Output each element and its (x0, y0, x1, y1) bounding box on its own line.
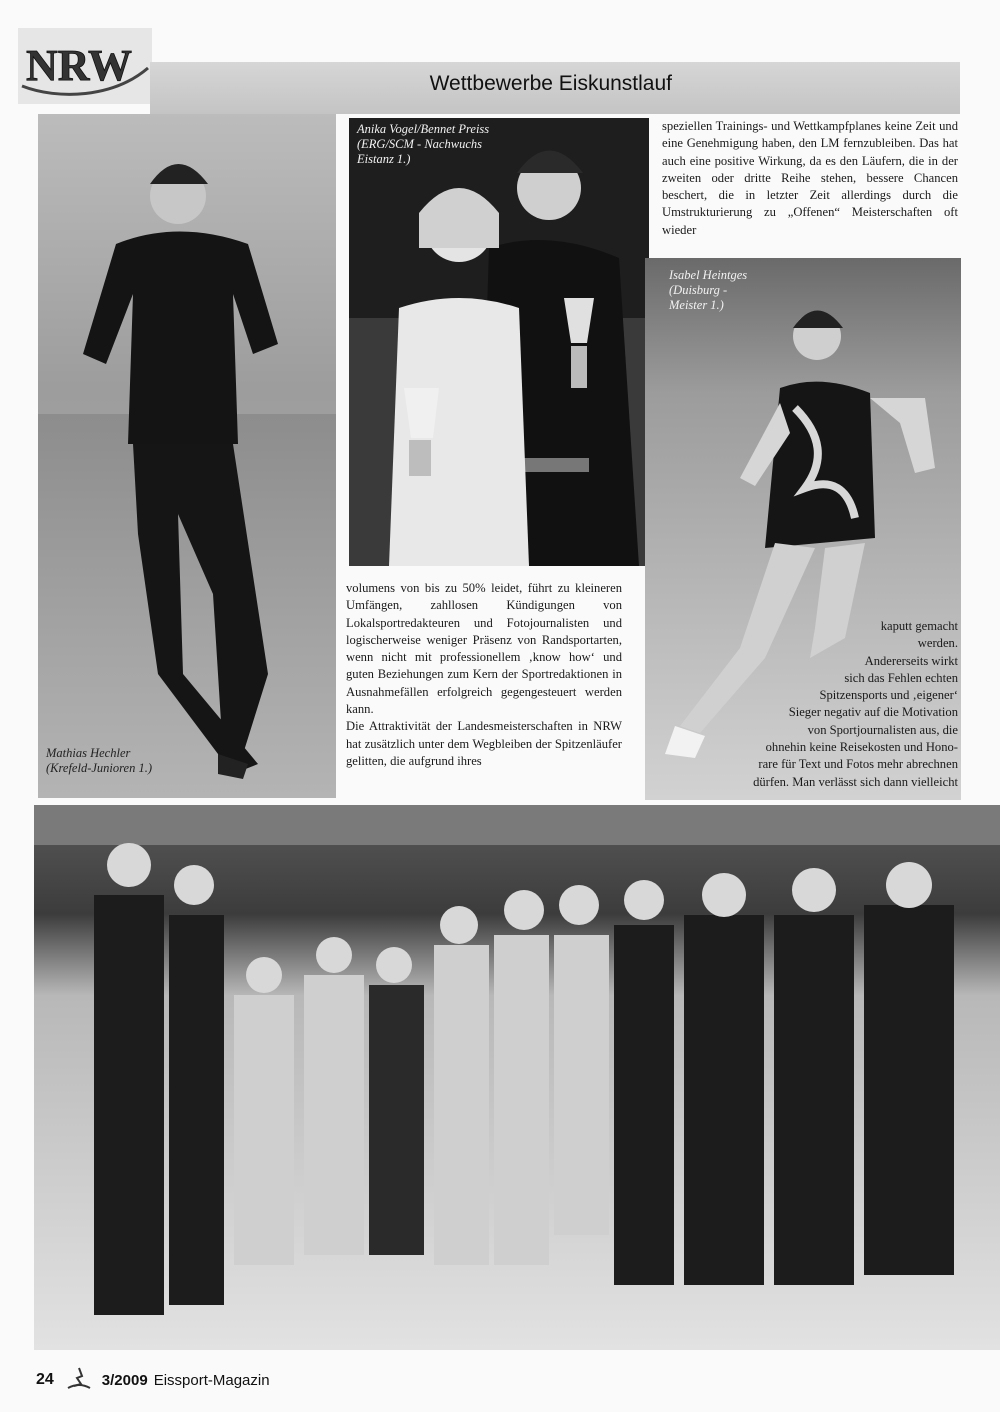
text-line: rare für Text und Fotos mehr abrechnen (758, 757, 958, 772)
skater-logo-icon (66, 1366, 92, 1394)
text-right-top (662, 118, 958, 239)
header-bar (150, 62, 960, 114)
photo-mathias-hechler (38, 114, 336, 798)
text-line: dürfen. Man verlässt sich dann vielleicht (753, 774, 958, 789)
text-right-bottom (700, 618, 958, 791)
page-number: 24 (36, 1371, 54, 1388)
nrw-logo (18, 28, 152, 104)
magazine-name: Eissport-Magazin (153, 1371, 270, 1389)
photo-group-skaters (34, 805, 1000, 1350)
paragraph-middle-1: volumens von bis zu 50% leidet, führt zu kleineren Umfängen, zahllosen Kündigungen von Lokalsportredakteuren und Fotojournalisten und logischerweise weniger Präsenz von Randsportarten, wenn nicht mit professionellem ‚know how‘ und guten Beziehungen zum Kern der Sportredaktionen in Ausnahmefällen erfolgreich gegengesteuert werden kann. (346, 581, 622, 717)
text-line: sich das Fehlen echten (844, 670, 958, 685)
page-title: Wettbewerbe Eiskunstlauf (429, 72, 672, 95)
text-line: von Sportjournalisten aus, die (807, 722, 958, 737)
issue-number: 3/2009 (101, 1371, 148, 1389)
text-line: werden. (917, 636, 958, 651)
text-line: Spitzensports und ‚eigener‘ (819, 688, 958, 703)
paragraph-right-top: speziellen Trainings- und Wettkampfplanes keine Zeit und eine Genehmigung haben, den LM fernzubleiben. Das hat auch eine positive Wirkung, da es den Läufern, die in der zweiten oder dritte Reihe stehen, bessere Chancen beschert, die in letzter Zeit allerdings durch die Umstrukturierung zu „Offenen“ Meisterschaften oft wieder (662, 119, 958, 237)
photo-anika-bennet (349, 118, 649, 566)
caption-isabel: Isabel Heintges (Duisburg - Meister 1.) (669, 268, 748, 312)
caption-anika: Anika Vogel/Bennet Preiss (ERG/SCM - Nachwuchs Eistanz 1.) (357, 122, 490, 166)
page-footer (36, 1366, 270, 1394)
logo-text: NRW (26, 41, 133, 90)
text-line: Andererseits wirkt (864, 653, 958, 668)
text-middle (346, 580, 622, 770)
text-line: ohnehin keine Reisekosten und Hono- (765, 740, 958, 755)
caption-mathias: Mathias Hechler (Krefeld-Junioren 1.) (46, 746, 152, 775)
text-line: Sieger negativ auf die Motivation (788, 705, 958, 720)
text-line: kaputt gemacht (880, 619, 958, 633)
paragraph-middle-2: Die Attraktivität der Landesmeisterschaften in NRW hat zusätzlich unter dem Wegbleiben der Spitzenläufer gelitten, die aufgrund ihres (346, 719, 622, 768)
